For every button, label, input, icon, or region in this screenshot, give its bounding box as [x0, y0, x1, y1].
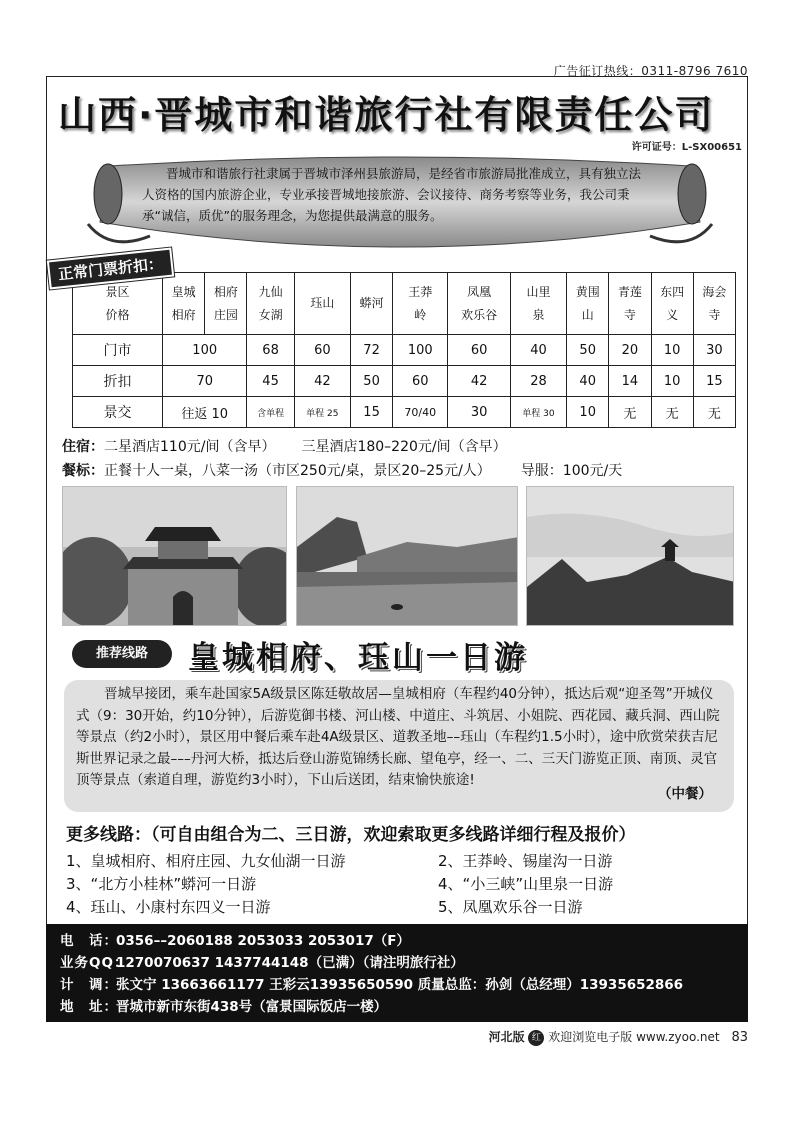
- table-corner: 景区 价格: [73, 273, 163, 335]
- meal-line: 餐标：正餐十人一桌，八菜一汤（市区250元/桌，景区20–25元/人） 导服：100元/天: [62, 463, 623, 479]
- photo-imperial-city: [62, 486, 287, 626]
- route-title: 皇城相府、珏山一日游: [188, 640, 528, 676]
- table-row-discount-price: 折扣 70 45 42 50 60 42 28 40 14 10 15: [73, 366, 736, 397]
- spot-header: 凤凰 欢乐谷: [448, 273, 510, 335]
- discount-tag: 正常门票折扣：: [47, 248, 174, 290]
- route-meal-note: （中餐）: [658, 785, 712, 802]
- table-row-gate-price: 门市 100 68 60 72 100 60 40 50 20 10 30: [73, 335, 736, 366]
- list-item: 4、“小三峡”山里泉一日游: [438, 875, 614, 893]
- page-footer: 河北版 红 欢迎浏览电子版 www.zyoo.net 83: [488, 1030, 748, 1045]
- spot-header: 蟒河: [350, 273, 392, 335]
- spot-header: 海会 寺: [693, 273, 735, 335]
- company-title: 山西·晋城市和谐旅行社有限责任公司: [58, 93, 715, 137]
- list-item: 5、凤凰欢乐谷一日游: [438, 898, 583, 916]
- route-description-box: [64, 680, 734, 812]
- ticket-price-table: [72, 272, 736, 428]
- website-link[interactable]: 欢迎浏览电子版 www.zyoo.net: [548, 1030, 720, 1044]
- spot-header: 九仙 女湖: [247, 273, 294, 335]
- recommended-route-badge: 推荐线路: [72, 640, 172, 668]
- photo-lake-mountain: [296, 486, 518, 626]
- list-item: 3、“北方小桂林”蟒河一日游: [66, 875, 257, 893]
- route-description: 晋城早接团，乘车赴国家5A级景区陈廷敬故居—皇城相府（车程约40分钟），抵达后观“迎圣驾”开城仪式（9：30开始，约10分钟），后游览御书楼、河山楼、中道庄、斗筑居、小姐院、西花园、藏兵洞、西山院等景点（约2小时），景区用中餐后乘车赴4A级景区、道教圣地––珏山（车程约1.5小时），途中欣赏荣获吉尼斯世界记录之最–––丹河大桥，抵达后登山游览锦绣长廊、望龟亭，经一、二、三天门游览正顶、南顶、灵官顶等景点（索道自理，游览约3小时），下山后送团，结束愉快旅途!: [76, 686, 720, 788]
- list-item: 4、珏山、小康村东四义一日游: [66, 898, 271, 916]
- contact-panel: [46, 924, 748, 1022]
- page-number: 83: [731, 1030, 748, 1045]
- table-row-transport: 景交 往返 10 含单程 单程 25 15 70/40 30 单程 30 10 无 无 无: [73, 397, 736, 428]
- spot-header: 珏山: [294, 273, 350, 335]
- list-item: 1、皇城相府、相府庄园、九女仙湖一日游: [66, 852, 346, 870]
- lodging-line: 住宿：二星酒店110元/间（含早） 三星酒店180–220元/间（含早）: [62, 439, 507, 455]
- contact-phone: 电 话：0356––2060188 2053033 2053017（F）: [60, 933, 410, 949]
- company-intro: 晋城市和谐旅行社隶属于晋城市泽州县旅游局，是经省市旅游局批准成立，具有独立法人资格的国内旅游企业，专业承接晋城地接旅游、会议接待、商务考察等业务，我公司秉承“诚信，质优”的服务理念，为您提供最满意的服务。: [142, 166, 642, 223]
- contact-qq: 业务QQ：1270070637 1437744148（已满）（请注明旅行社）: [60, 955, 464, 971]
- edition-badge-icon: 红: [528, 1030, 544, 1046]
- spot-header: 皇城 相府: [163, 273, 205, 335]
- list-item: 2、王莽岭、锡崖沟一日游: [438, 852, 613, 870]
- photo-mountain-temple: [526, 486, 734, 626]
- more-routes-title: 更多线路：（可自由组合为二、三日游，欢迎索取更多线路详细行程及报价）: [66, 825, 636, 845]
- license-number: 许可证号：L-SX00651: [631, 142, 742, 153]
- ad-hotline: 广告征订热线：0311-8796 7610: [553, 64, 748, 78]
- spot-header: 山里 泉: [510, 273, 566, 335]
- spot-header: 黄围 山: [567, 273, 609, 335]
- spot-header: 相府 庄园: [205, 273, 247, 335]
- contact-address: 地 址：晋城市新市东街438号（富景国际饭店一楼）: [60, 999, 388, 1015]
- spot-header: 青莲 寺: [609, 273, 651, 335]
- spot-header: 东四 义: [651, 273, 693, 335]
- spot-header: 王莽 岭: [393, 273, 448, 335]
- contact-planner: 计 调：张文宁 13663661177 王彩云13935650590 质量总监：孙剑（总经理）13935652866: [60, 977, 684, 993]
- table-header-row: [73, 273, 736, 335]
